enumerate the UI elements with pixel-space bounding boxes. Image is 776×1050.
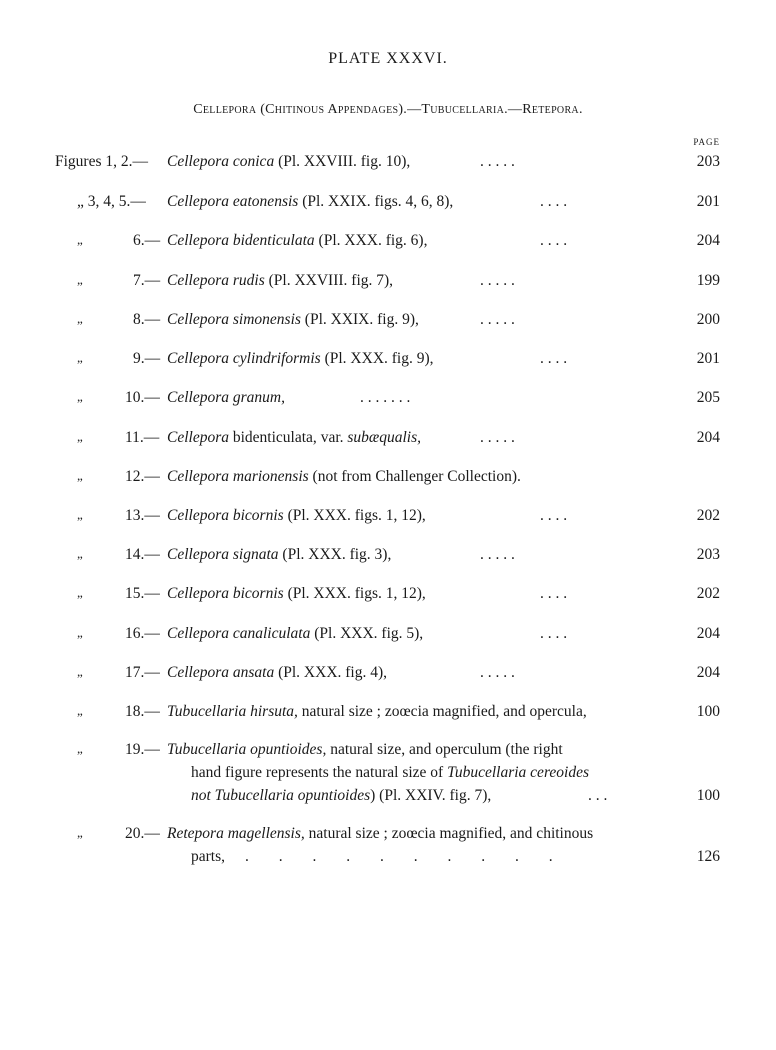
dot-leader: . . . . (540, 193, 568, 210)
page-number: 202 (696, 585, 720, 602)
figure-number: 7.— (133, 272, 161, 289)
figure-description: Cellepora bicornis (Pl. XXX. figs. 1, 12), (167, 507, 426, 524)
page-number: 204 (696, 429, 720, 446)
figure-number: 8.— (133, 311, 161, 328)
plate-subtitle: Cellepora (Chitinous Appendages).—Tubucellaria.—Retepora. (193, 102, 583, 117)
figure-number: 6.— (133, 232, 161, 249)
figure-number: „ 3, 4, 5.— (77, 193, 146, 210)
figure-description-line3: not Tubucellaria opuntioides) (Pl. XXIV. fig. 7), (191, 787, 492, 804)
page-number: 126 (696, 848, 720, 865)
figure-number: 20.— (125, 825, 160, 842)
page-number: 201 (696, 350, 720, 367)
figure-number: 13.— (125, 507, 160, 524)
figure-number: 16.— (125, 625, 160, 642)
page-number: 204 (696, 625, 720, 642)
figure-description: Cellepora ansata (Pl. XXX. fig. 4), (167, 664, 388, 681)
dot-leader: . . . . . . . . . . (245, 848, 554, 865)
ditto-mark: „ (77, 389, 83, 404)
page-number: 201 (696, 193, 720, 210)
figure-description: Cellepora conica (Pl. XXVIII. fig. 10), (167, 153, 411, 170)
dot-leader: . . . . . (480, 664, 515, 681)
figure-number: 10.— (125, 389, 160, 406)
dot-leader: . . . . . (480, 429, 515, 446)
figure-description: Cellepora signata (Pl. XXX. fig. 3), (167, 546, 392, 563)
page-number: 202 (696, 507, 720, 524)
ditto-mark: „ (77, 546, 83, 561)
figure-description: Cellepora bicornis (Pl. XXX. figs. 1, 12), (167, 585, 426, 602)
page-number: 100 (696, 703, 720, 720)
dot-leader: . . . . . (480, 272, 515, 289)
dot-leader: . . . . (540, 585, 568, 602)
ditto-mark: „ (77, 311, 83, 326)
figure-description: Cellepora cylindriformis (Pl. XXX. fig. 9), (167, 350, 434, 367)
figure-number: 17.— (125, 664, 160, 681)
page-number: 205 (696, 389, 720, 406)
dot-leader: . . . . . (480, 311, 515, 328)
figure-description: Tubucellaria opuntioides, natural size, and operculum (the right (167, 741, 563, 758)
figure-number: 11.— (125, 429, 160, 446)
figure-number: 15.— (125, 585, 160, 602)
figure-number: 9.— (133, 350, 161, 367)
dot-leader: . . . . (540, 625, 568, 642)
page-number: 199 (696, 272, 720, 289)
plate-title: PLATE XXXVI. (328, 50, 448, 67)
figure-description: Retepora magellensis, natural size ; zoœcia magnified, and chitinous (167, 825, 594, 842)
ditto-mark: „ (77, 429, 83, 444)
ditto-mark: „ (77, 825, 83, 840)
figure-number: 18.— (125, 703, 160, 720)
figure-description-line2: parts, (191, 848, 226, 865)
figure-number: Figures 1, 2.— (55, 153, 148, 170)
figure-number: 19.— (125, 741, 160, 758)
page-number: 200 (696, 311, 720, 328)
ditto-mark: „ (77, 664, 83, 679)
dot-leader: . . . . . (480, 546, 515, 563)
figure-description: Cellepora simonensis (Pl. XXIX. fig. 9), (167, 311, 419, 328)
ditto-mark: „ (77, 350, 83, 365)
figure-number: 12.— (125, 468, 160, 485)
page-column-header: PAGE (693, 137, 720, 147)
figure-description: Cellepora bidenticulata, var. subæqualis, (167, 429, 422, 446)
figure-description: Cellepora canaliculata (Pl. XXX. fig. 5), (167, 625, 424, 642)
figure-description: Cellepora eatonensis (Pl. XXIX. figs. 4, 6, 8), (167, 193, 454, 210)
ditto-mark: „ (77, 585, 83, 600)
figure-description: Tubucellaria hirsuta, natural size ; zoœcia magnified, and opercula, (167, 703, 587, 720)
figure-description: Cellepora marionensis (not from Challenger Collection). (167, 468, 521, 485)
page-number: 203 (696, 546, 720, 563)
dot-leader: . . . . (540, 507, 568, 524)
figure-description: Cellepora rudis (Pl. XXVIII. fig. 7), (167, 272, 394, 289)
page-number: 100 (696, 787, 720, 804)
dot-leader: . . . . (540, 232, 568, 249)
page-number: 204 (696, 664, 720, 681)
ditto-mark: „ (77, 625, 83, 640)
figure-description: Cellepora granum, (167, 389, 285, 406)
ditto-mark: „ (77, 272, 83, 287)
figure-description: Cellepora bidenticulata (Pl. XXX. fig. 6), (167, 232, 428, 249)
dot-leader: . . . . . . . (360, 389, 411, 406)
dot-leader: . . . . . (480, 153, 515, 170)
ditto-mark: „ (77, 232, 83, 247)
page-number: 203 (696, 153, 720, 170)
figure-description-line2: hand figure represents the natural size of Tubucellaria cereoides (191, 764, 589, 781)
ditto-mark: „ (77, 507, 83, 522)
ditto-mark: „ (77, 703, 83, 718)
ditto-mark: „ (77, 468, 83, 483)
ditto-mark: „ (77, 741, 83, 756)
figure-number: 14.— (125, 546, 160, 563)
dot-leader: . . . (588, 787, 608, 804)
dot-leader: . . . . (540, 350, 568, 367)
page-number: 204 (696, 232, 720, 249)
